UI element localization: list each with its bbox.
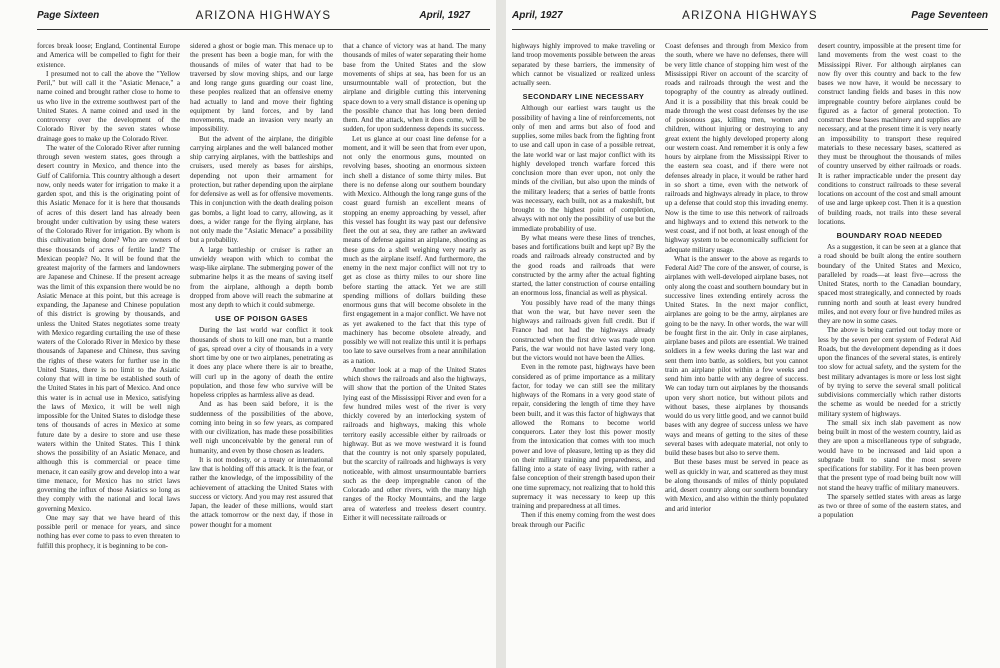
- paragraph: Another look at a map of the United States which shows the railroads and also the highways, will show that the portion of the United States lying east of the Mississippi River and even for a few hundred miles west of the river is very thickly covered by an interlocking system of railroads and highways, making this whole territory easily accessible either by railroads or highway. But as we move westward it is found that the country is not only sparsely populated, but the scarcity of railroads and highways is very noticeable, with almost unsurmountable barriers such as the deep impregnable canon of the Colorado and other rivers, with the many high ranges of the Rocky Mountains, and the large area of waterless and treeless desert country. Either it will necessitate railroads or: [343, 365, 486, 522]
- paragraph: that a chance of victory was at hand. The many thousands of miles of water separating their home base from the United States and the slow movements of ships at sea, has been for us an unsurmountable wall of protection, but the airplane and dirigible cutting this intervening space down to a very small distance is opening up the possible chance that has long been denied them. And the attack, when it does come, will be sudden, for upon suddenness depends its success.: [343, 42, 486, 134]
- page-header: [37, 10, 490, 26]
- issue-date: April, 1927: [512, 10, 563, 21]
- section-heading: USE OF POISON GASES: [215, 314, 308, 324]
- magazine-title: ARIZONA HIGHWAYS: [195, 10, 332, 22]
- column-3: [818, 42, 961, 530]
- paragraph: The sparsely settled states with areas as large as two or three of some of the eastern states, and a population: [818, 492, 961, 520]
- page-header: [512, 10, 988, 26]
- paragraph: The water of the Colorado River after running through seven western states, goes through a desert country in Mexico, and thence into the Gulf of California. This country although a desert now, only needs water for irrigation to make it a garden spot, and this is the originating point of this Asiatic Menace for it is here that thousands of acres of this desert land has already been brought under cultivation by using these waters of the Colorado River for irrigation. By whom is this cultivation being done? Who are owners of these thousands of acres of fertile land? The Mexican people? No. It will be found that the greatest majority of the farmers and landowners are Japanese and Chinese. If the present acreage was the limit of this expansion there would be no Asiatic Menace at this point, but this acreage is expanding, the Japanese and Chinese population of this district is growing by thousands, and unless the United States negotiates some treaty with Mexico regarding curtailing the use of these waters of the Colorado River in Mexico by these thousands of Japanese and Chinese, thus saving the rights of these waters for further use in the United States, there is no limit to the Asiatic colony that will in time be established south of the United States in his part of Mexico. And once this water is in actual use in Mexico, satisfying the laws of Mexico, it will be well nigh impossible for the United States to dislodge these tens of thousands of acres in Mexico at some future date by a desire to store and use these waters within the United States. This I think shows the possibility of an Asiatic Menace, and although this is commercial or peace time menace, it can easily grow and develop into a war time menace, for Mexico has no strict laws governing the influx of those Asiatics so long as they comply with the national and local laws governing Mexico.: [37, 143, 180, 513]
- column-1: [37, 42, 180, 551]
- paragraph: The above is being carried out today more or less by the seven per cent system of Federal Aid Roads, but the development depending as it does upon the finances of the several states, is entirely too slow for actual safety, and the system for the best military advantages is more or less lost sight of by trying to serve the several small political subdivisions commercially which rather distorts the scheme as would be needed for a strictly military system of highways.: [818, 326, 961, 418]
- paragraph: highways highly improved to make traveling or land troop movements possible between the areas separated by these barriers, the immensity of which cannot be visualized or realized unless actually seen.: [512, 42, 655, 87]
- paragraph: forces break loose; England, Continental Europe and America will be compelled to fight for their existence.: [37, 42, 180, 69]
- paragraph: Then if this enemy coming from the west does break through our Pacific: [512, 511, 655, 529]
- paragraph: I presumed not to call the above the "Yellow Peril," but will call it the "Asiatic Menace," a name coined and brought rather close to home to us who live in the extreme southwest part of the United States. A name coined and used in the controversy over the development of the Colorado River by the seven states whose drainage goes to make up the Colorado River.: [37, 69, 180, 143]
- column-1: [512, 42, 655, 530]
- section-heading: SECONDARY LINE NECESSARY: [522, 92, 645, 102]
- header-rule: [512, 29, 988, 30]
- paragraph: You possibly have read of the many things that won the war, but have never seen the highways and railroads given full credit. But if France had not had the highways already constructed when the first drive was made upon Paris, the war would not have lasted very long, but the victors would not have been the Allies.: [512, 298, 655, 362]
- paragraph: By what means were these lines of trenches, bases and fortifications built and kept up? By the roads and railroads already constructed and by the good roads and railroads that were constructed by the army after the actual fighting started, the latter construction of course entailing an enormous loss, financial as well as physical.: [512, 233, 655, 298]
- paragraph: It is not modesty, or a treaty or international law that is holding off this attack. It is the fear, or rather the knowledge, of the impossibility of the achievement of attacking the United States with success or victory. And you may rest assured that Japan, the leader of these millions, would start the attack tomorrow or the next day, if those in power thought for a moment: [190, 455, 333, 529]
- page-number: Page Seventeen: [911, 10, 988, 21]
- paragraph: But these bases must be served in peace as well as quickly in war, and scattered as they must be along thousands of miles of thinly populated arid, desert country along our southern boundary with Mexico, and also within the thinly populated and arid interior: [665, 458, 808, 513]
- paragraph: Coast defenses and through from Mexico from the south, where we have no defenses, there will be very little chance of stopping him west of the Mississippi River on account of the scarcity of roads and railroads through the west and the topography of the country as already outlined. And it is a possibility that this break could be made through the west coast defenses by the use of poisonous gas, killing men, women and children, without injuring or destroying to any great extent the highly developed property along our western coast. And remember it is only a few hours by airplane from the Mississippi River to the eastern sea coast, and if there were not defenses already in place, it would be rather hard in so short a time, even with the network of railroads and highways already in place, to throw up a defense that could stop this invading enemy. Now is the time to use this network of railroads and highways and to extend this network to the west coast, and if not both, at least enough of the highway system to be economically sufficient for adequate military usage.: [665, 42, 808, 254]
- text-columns: [512, 42, 988, 530]
- paragraph: A large battleship or cruiser is rather an unwieldy weapon with which to combat the wasp-like airplane. The submerging power of the submarine helps it as the means of saving itself from the airplane, although a depth bomb dropped from above will reach the submarine at most any depth to which it could submerge.: [190, 245, 333, 309]
- paragraph: Let us glance at our coast line defense for a moment, and it will be seen that from ever upon, not only the enormous guns, mounted on revolving bases, shooting an enormous sixteen inch shell a distance of some thirty miles. But there is no defense along our southern boundary with Mexico. Although the long range guns of the coast guard furnish an excellent means of stopping an enemy approaching by vessel, after this vessel has fought its way past our defensive fleet the out at sea, they are rather an awkward means of defense against an airplane, shooting as these guns do a shell weighing very nearly as much as the airplane itself. And furthermore, the enemy in the next major conflict will not try to get as close as thirty miles to our shore line before starting the attack. Yet we are still spending millions of dollars building these enormous guns that will become obsolete in the first engagement in a major conflict. We have not as yet awakened to the fact that this type of machinery has become obsolete already, and possibly we will not realize this until it is perhaps too late to save ourselves from a near annihilation as a nation.: [343, 134, 486, 365]
- paragraph: Although our earliest wars taught us the possibility of having a line of reinforcements, not only of men and arms but also of food and supplies, some miles back from the fighting front to use and call upon in case of a possible retreat, the late world war or last major conflict with its highly developed trench warfare forced this conclusion more than ever upon, not only the minds of the civilian, but also upon the minds of the military leaders; that a series of battle fronts was necessary, each built, not as a makeshift, but brought to the highest point of completion, always with not only the possibility of use but the immediate probability of use.: [512, 104, 655, 233]
- paragraph: One may say that we have heard of this possible peril or menace for years, and since nothing has ever come to pass to even threaten to fulfill this prophecy, it is beginning to be con-: [37, 513, 180, 550]
- paragraph: sidered a ghost or bogie man. This menace up to the present has been a bogie man, for with the thousands of miles of water that had to be traversed by slow moving ships, and our large and long range guns guarding our coast line, these peoples realized that an offensive enemy had actually to land and move their fighting equipment by land forces, and by land movements, made an invasion very nearly an impossibility.: [190, 42, 333, 134]
- header-rule: [37, 29, 490, 30]
- paragraph: During the last world war conflict it took thousands of shots to kill one man, but a mantle of gas, spread over a city of thousands in a very short time by one or two airplanes, penetrating as it does any place where there is air to breathe, will curl up in the agony of death the entire population, and those few who survive will be hopeless cripples as harmless alive as dead.: [190, 326, 333, 399]
- section-heading: BOUNDARY ROAD NEEDED: [836, 231, 943, 240]
- paragraph: What is the answer to the above as regards to Federal Aid? The core of the answer, of course, is airplanes with well-developed airplane bases, not only along the coast and southern boundary but in successive lines extending entirely across the United States. In the next major conflict, airplanes are going to be the army, airplanes are going to be the navy. In other words, the war will be fought first in the air. Only in case airplanes, airplane bases and pilots are essential. We trained soldiers in a few weeks during the last war and sent them into battle, as soldiers, but you cannot train an airplane pilot within a few weeks and send him into battle with any degree of success. We can today turn out airplanes by the thousands upon very short notice, but without pilots and without bases, these airplanes by thousands would do us very little good, and we cannot build bases with any degree of success unless we have ways and means of getting to the sites of these several bases with adequate material, not only to build these bases but also to serve them.: [665, 254, 808, 457]
- column-2: [190, 42, 333, 551]
- magazine-title: ARIZONA HIGHWAYS: [682, 10, 818, 22]
- paragraph: Even in the remote past, highways have been considered as of prime importance as a military factor, for today we can still see the military highways of the Romans in a very good state of repair, considering the length of time they have been built, and it was this factor of highways that allowed the Romans to become world conquerors. Later they lost this power mostly from the intoxication that comes with too much power and love of pleasure, letting up as they did on their military training and preparedness, and falling into a state of easy living, with rather a false conception of their strength based upon their one time supremacy, not realizing that to hold this supremacy it was necessary to keep up this training and preparedness at all times.: [512, 363, 655, 510]
- paragraph: desert country, impossible at the present time for land movements from the west coast to the Mississippi River. For although airplanes can now fly over this country and back to the few bases we now have, it would be necessary to construct landing fields and bases in this now impregnable country before airplanes could be figured as a factor of general protection. To construct these bases machinery and supplies are necessary, and at the present time it is very nearly an impossibility to transport these required materials to these necessary bases, scattered as they must be throughout the thousands of miles of country unserved by either railroads or roads. It is rather impracticable under the present day conditions to construct railroads to these several locations on account of the cost and small amount of use and large upkeep cost. Then it is a question of building roads, not trails into these several locations.: [818, 42, 961, 226]
- paragraph: As a suggestion, it can be seen at a glance that a road should be built along the entire southern boundary of the United States and Mexico, paralleled by roads—at least five—across the United States, north to the Canadian boundary, spaced most strategically, and connected by roads running north and south at least every hundred miles, and not every four or five hundred miles as they are now in some cases.: [818, 243, 961, 325]
- column-3: [343, 42, 486, 551]
- text-columns: [37, 42, 490, 551]
- paragraph: And as has been said before, it is the suddenness of the possibilities of the above, coming into being in so few years, as compared with our civilization, has made these possibilities well nigh unconceivable by the general run of humanity, and even by those chosen as leaders.: [190, 400, 333, 455]
- page-number: Page Sixteen: [37, 10, 100, 21]
- paragraph: But the advent of the airplane, the dirigible carrying airplanes and the well balanced mother ship carrying airplanes, with the battleships and cruisers, used merely as bases for airships, depending not upon their armament for protection, but rather depending upon the airplane for defensive as well as for offensive movements. This in conjunction with the death dealing poison gas bombs, a light load to carry, allowing, as it does, a wider range for the flying airplane, has not only made the "Asiatic Menace" a possibility but a probability.: [190, 134, 333, 245]
- left-page: [0, 0, 496, 668]
- issue-date: April, 1927: [419, 10, 470, 21]
- page-gutter: [496, 0, 506, 668]
- paragraph: The small six inch slab pavement as now being built in most of the western country, laid as they are upon a miscellaneous type of subgrade, would have to be increased and laid upon a subgrade built to stand the most severe specifications for stability. For it has been proven that the present type of road being built now will not stand the heavy traffic of military maneuvers.: [818, 418, 961, 492]
- column-2: [665, 42, 808, 530]
- right-page: [506, 0, 1000, 668]
